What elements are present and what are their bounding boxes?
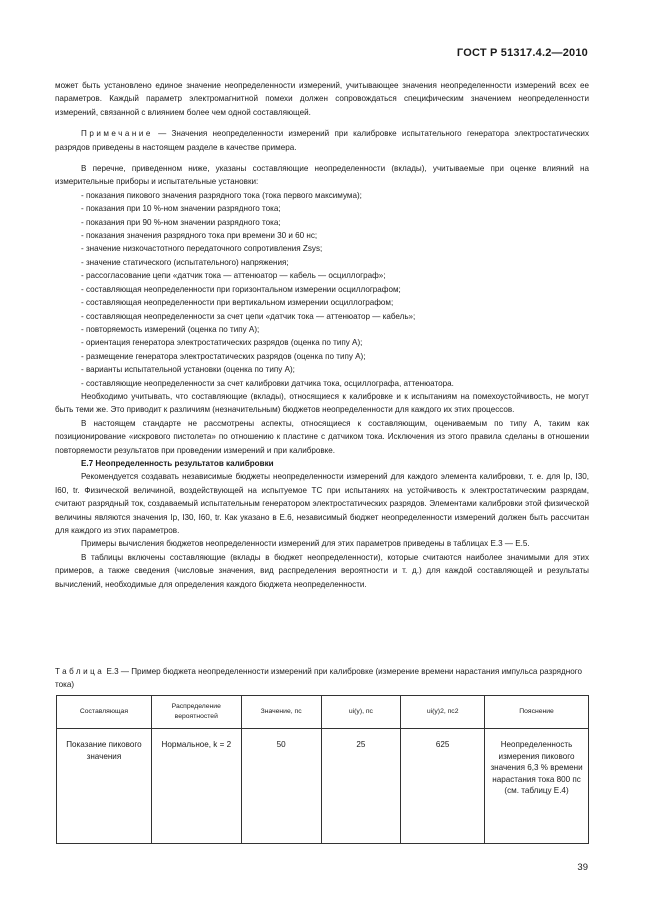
list-item: - размещение генератора электростатических разрядов (оценка по типу А);	[81, 351, 366, 361]
paragraph-1: может быть установлено единое значение неопределенности измерений, учитывающее значения неопределенности измерений всех ее параметров. Каждый параметр электромагнитной помехи должен сопровождаться специфическим значением неопределенности измерений, связанной с влиянием более чем одной составляющей.	[55, 81, 589, 117]
body-text	[55, 79, 589, 591]
paragraph-3: Необходимо учитывать, что составляющие (вклады), относящиеся к калибровке и к испытаниям на помехоустойчивость, не могут быть теми же. Это приводит к различиям (незначительным) бюджетов неопределенности для каждого их этих процессов.	[55, 391, 589, 415]
table-caption-lead: Таблица	[55, 667, 105, 676]
list-item: - повторяемость измерений (оценка по типу А);	[81, 324, 260, 334]
header-component: Составляющая	[57, 696, 152, 729]
note-lead: Примечание	[81, 129, 153, 139]
note	[55, 127, 589, 154]
header-value: Значение, пс	[241, 696, 321, 729]
section-heading: Е.7 Неопределенность результатов калибровки	[81, 458, 274, 468]
header-distribution: Распределение вероятностей	[151, 696, 241, 729]
table-header-row	[57, 696, 589, 729]
header-ui-squared: ui(y)2, пс2	[401, 696, 485, 729]
cell-value: 50	[241, 729, 321, 844]
list-item: - составляющая неопределенности за счет цепи «датчик тока — аттенюатор — кабель»;	[81, 311, 416, 321]
list-item: - рассогласование цепи «датчик тока — аттенюатор — кабель — осциллограф»;	[81, 271, 386, 281]
list-item: - составляющие неопределенности за счет калибровки датчика тока, осциллографа, аттенюатора.	[81, 378, 454, 388]
standard-header: ГОСТ Р 51317.4.2—2010	[456, 47, 588, 59]
cell-distribution: Нормальное, k = 2	[151, 729, 241, 844]
influence-list	[55, 189, 589, 390]
uncertainty-table	[56, 695, 589, 844]
cell-component: Показание пикового значения	[57, 729, 152, 844]
paragraph-5: Рекомендуется создавать независимые бюджеты неопределенности измерений для каждого элемента калибровки, т. е. для Ip, I30, I60, tr. Физической величиной, воздействующей на испытуемое ТС при испытаниях на устойчивость к электростатическим разрядам, считают разрядный ток, создаваемый испытательным генератором электростатических разрядов. Элементами калибровки этой физической величины являются значения Ip, I30, I60, tr. Как указано в Е.6, независимый бюджет неопределенности измерений должен быть рассчитан для каждого из этих параметров.	[55, 472, 589, 535]
paragraph-4: В настоящем стандарте не рассмотрены аспекты, относящиеся к составляющим, оцениваемым по типу А, таким как позиционирование «искрового пистолета» по отношению к пластине с датчиком тока. Исключения из этого правила сделаны в отношении повторяемости результатов при проведении измерений и при калибровке.	[55, 418, 589, 455]
cell-ui-squared: 625	[401, 729, 485, 844]
header-explanation: Пояснение	[485, 696, 589, 729]
header-ui: ui(y), пс	[321, 696, 401, 729]
list-item: - значение низкочастотного передаточного сопротивления Zsys;	[81, 244, 323, 254]
note-text: — Значения неопределенности измерений при калибровке испытательного генератора электростатических разрядов приведены в настоящем разделе в качестве примера.	[55, 129, 590, 152]
list-item: - показания при 90 %-ном значении разрядного тока;	[81, 217, 281, 227]
cell-ui: 25	[321, 729, 401, 844]
list-item: - показания при 10 %-ном значении разрядного тока;	[81, 204, 281, 214]
table-caption-text: Е.3 — Пример бюджета неопределенности измерений при калибровке (измерение времени нарастания импульса разрядного тока)	[55, 667, 583, 690]
list-item: - показания пикового значения разрядного тока (тока первого максимума);	[81, 190, 362, 200]
table-caption	[55, 665, 589, 692]
list-item: - составляющая неопределенности при вертикальном измерении осциллографом;	[81, 298, 394, 308]
table-row	[57, 729, 589, 844]
list-item: - показания значения разрядного тока при времени 30 и 60 нс;	[81, 231, 318, 241]
list-item: - ориентация генератора электростатических разрядов (оценка по типу А);	[81, 338, 363, 348]
page-number: 39	[577, 862, 588, 873]
list-item: - варианты испытательной установки (оценка по типу А);	[81, 365, 295, 375]
cell-explanation: Неопределенность измерения пикового значения 6,3 % времени нарастания тока 800 пс (см. таблицу Е.4)	[485, 729, 589, 844]
paragraph-2: В перечне, приведенном ниже, указаны составляющие неопределенности (вклады), учитываемые при оценке влияний на измерительные приборы и испытательные установки:	[55, 164, 589, 187]
list-item: - составляющая неопределенности при горизонтальном измерении осциллографом;	[81, 284, 401, 294]
list-item: - значение статического (испытательного) напряжения;	[81, 257, 289, 267]
paragraph-7: В таблицы включены составляющие (вклады в бюджет неопределенности), которые считаются наиболее значимыми для этих примеров, а также сведения (числовые значения, вид распределения вероятности и т. д.) для каждой составляющей и результаты вычислений, необходимые для определения каждого бюджета неопределенности.	[55, 552, 589, 589]
paragraph-6: Примеры вычисления бюджетов неопределенности измерений для этих параметров приведены в таблицах Е.3 — Е.5.	[81, 539, 530, 549]
